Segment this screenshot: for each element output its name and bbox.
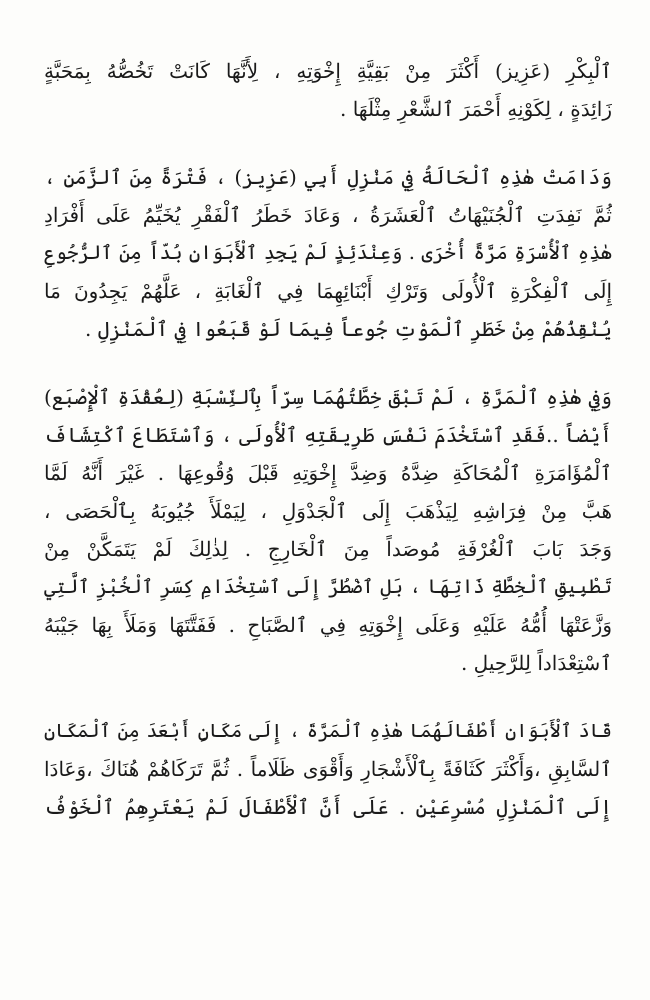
text-line: وَفِي هٰذِهِ ٱلْمَرَّةِ ، لَمْ تَبْقَ خِطَّتُهُمَا سِرّاً بِٱلنِّسْبَةِ (لِعُقْدَةِ ٱلْإِصْبَع) [44,385,612,409]
text-line: وَزَّعَتْهَا أُمُّهُ عَلَيْهِ وَعَلَى إِخْوَتِهِ فِي ٱلصَّبَاحِ . فَفَتَّتَهَا وَمَلَأَ بِهَا جَيْبَهُ [44,613,612,637]
paragraph-4 [44,712,612,826]
paragraph-3 [44,378,612,682]
text-line: هٰذِهِ ٱلْأُسْرَةِ مَرَّةً أُخْرَى . وَعِنْدَئِذٍ لَمْ يَجِدِ ٱلْأَبَوَانِ بُدّاً مِنَ ٱلرُّجُوعِ [44,241,612,264]
text-line: إِلَى ٱلْفِكْرَةِ ٱلْأُولَى وَتَرْكِ أَبْنَائِهِمَا فِي ٱلْغَابَةِ ، عَلَّهُمْ يَجِدُونَ مَا [44,279,612,303]
text-line: هَبَّ مِنْ فِرَاشِهِ لِيَذْهَبَ إِلَى ٱلْجَدْوَلِ ، لِيَمْلَأَ جُيُوبَهُ بِٱلْحَصَى ، [44,499,612,523]
text-line: ٱسْتِعْدَاداً لِلرَّحِيلِ . [460,651,612,675]
book-page [44,52,612,982]
paragraph-gap [44,128,612,158]
paragraph-1 [44,52,612,128]
text-line: وَدَامَتْ هٰذِهِ ٱلْحَالَةُ فِي مَنْزِلِ أَبِي (عَزِيز) ، فَتْرَةً مِنَ ٱلزَّمَنِ ، [44,165,612,189]
text-line: ٱلْمُؤَامَرَةِ ٱلْمُحَاكَةِ ضِدَّهُ وَضِدَّ إِخْوَتِهِ قَبْلَ وُقُوعِهَا . غَيْرَ أَنَّهُ لَمَّا [44,461,612,485]
text-line: ثُمَّ نَفِدَتِ ٱلْجُنَيْهَاتُ ٱلْعَشَرَةُ ، وَعَادَ خَطَرُ ٱلْفَقْرِ يُخَيِّمُ عَلَى أَفْرَادِ [44,203,612,227]
text-line: وَجَدَ بَابَ ٱلْغُرْفَةِ مُوصَداً مِنَ ٱلْخَارِجِ . لِذٰلِكَ لَمْ يَتَمَكَّنْ مِنْ [44,537,612,561]
paragraph-2 [44,158,612,348]
text-line: إِلَى ٱلْمَنْزِلِ مُسْرِعَيْنِ . عَلَى أَنَّ ٱلْأَطْفَالَ لَمْ يَعْتَرِهِمُ ٱلْخَوْفُ [44,795,612,819]
text-line: ٱلْبِكْرِ (عَزِيز) أَكْثَرَ مِنْ بَقِيَّةِ إِخْوَتِهِ ، لِأَنَّهَا كَانَتْ تَخُصُّهُ بِمَحَبَّةٍ [44,59,612,83]
text-line: يُنْقِذُهُمْ مِنْ خَطَرِ ٱلْمَوْتِ جُوعاً فِيمَا لَوْ قَبَعُوا فِي ٱلْمَنْزِلِ . [85,317,612,341]
text-line: قَادَ ٱلْأَبَوَانِ أَطْفَالَهُمَا هٰذِهِ ٱلْمَرَّةَ ، إِلَى مَكَانٍ أَبْعَدَ مِنَ ٱلْمَكَانِ [44,720,612,742]
paragraph-gap [44,682,612,712]
text-line: زَائِدَةٍ ، لِكَوْنِهِ أَحْمَرَ ٱلشَّعْرِ مِثْلَهَا . [339,97,612,121]
text-line: أَيْضاً ..فَقَدِ ٱسْتَخْدَمَ نَفْسَ طَرِيقَتِهِ ٱلْأُولَى ، وَٱسْتَطَاعَ ٱكْتِشَافَ [44,423,612,447]
text-line: تَطْبِيقِ ٱلْخِطَّةِ ذَاتِهَا ، بَلِ ٱضْطُرَّ إِلَى ٱسْتِخْدَامِ كِسَرِ ٱلْخُبْزِ ٱلَّتِي [44,575,612,598]
text-line: ٱلسَّابِقِ ،وَأَكْثَرَ كَثَافَةً بِٱلْأَشْجَارِ وَأَقْوَى ظَلَاماً . ثُمَّ تَرَكَاهُمْ هُنَاكَ ،وَعَادَا [44,757,612,781]
paragraph-gap [44,348,612,378]
